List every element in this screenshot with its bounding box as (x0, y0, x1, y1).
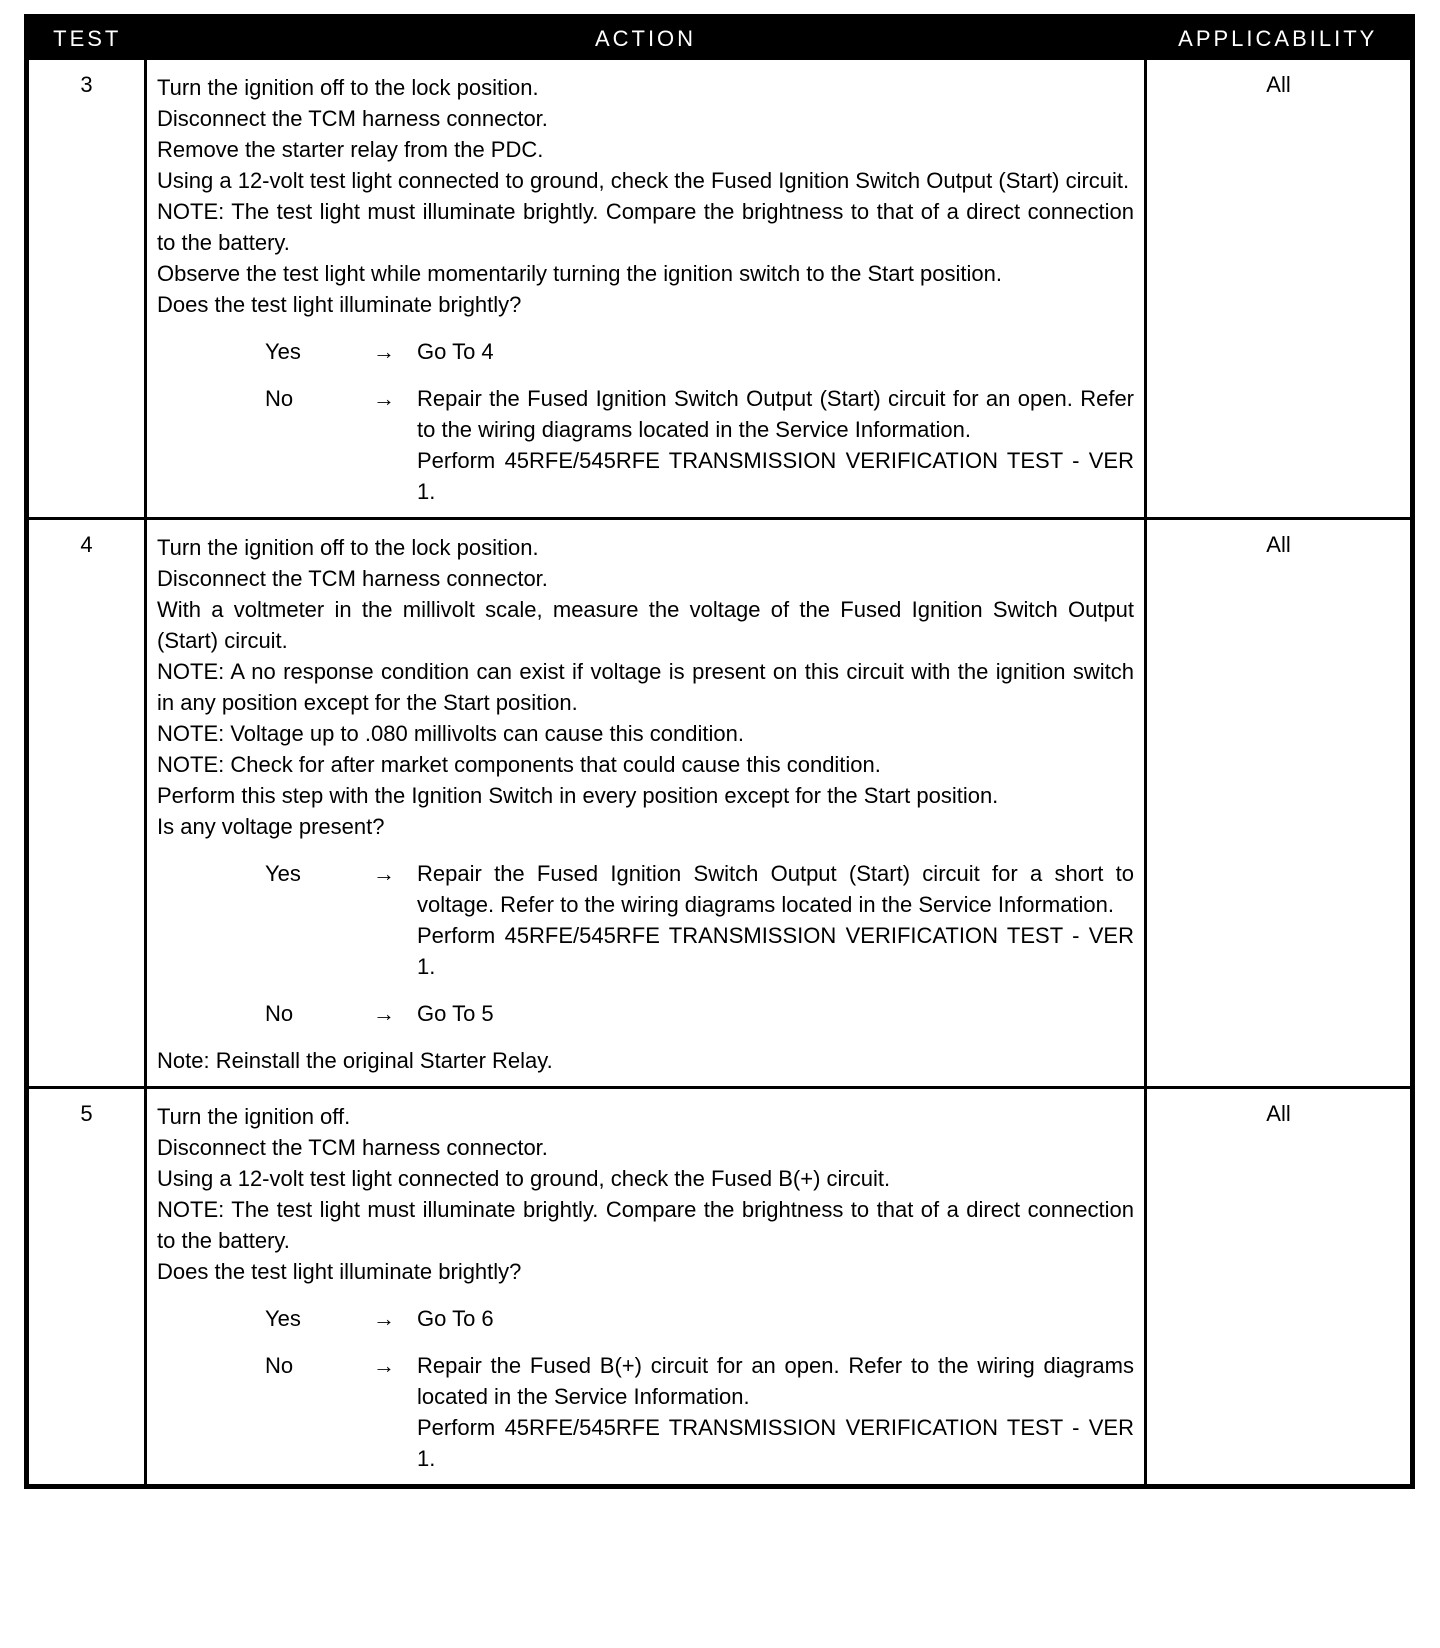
step-text: Turn the ignition off. (157, 1104, 351, 1129)
note-text: Note: Reinstall the original Starter Relay. (157, 1048, 553, 1073)
applicability-value: All (1146, 519, 1413, 1088)
action-cell (146, 59, 1146, 519)
note-text: NOTE: The test light must illuminate brightly. Compare the brightness to that of a direct connection to the battery. (157, 1197, 1134, 1253)
header-test: TEST (27, 17, 146, 59)
arrow-right-icon: → (373, 1306, 395, 1331)
no-label: No (265, 1353, 294, 1378)
table-row (27, 519, 1413, 1088)
result-text: Perform 45RFE/545RFE TRANSMISSION VERIFICATION TEST - VER 1. (417, 448, 1134, 504)
table-row (27, 59, 1413, 519)
result-text: Perform 45RFE/545RFE TRANSMISSION VERIFICATION TEST - VER 1. (417, 1415, 1134, 1471)
no-result (417, 383, 1134, 507)
no-result (417, 1350, 1134, 1474)
table-row (27, 1088, 1413, 1487)
test-number: 3 (27, 59, 146, 519)
note-text: NOTE: Check for after market components that could cause this condition. (157, 752, 881, 777)
no-label: No (265, 386, 294, 411)
test-number: 5 (27, 1088, 146, 1487)
yes-result (417, 336, 1134, 367)
step-text: Disconnect the TCM harness connector. (157, 566, 548, 591)
step-text: Turn the ignition off to the lock position. (157, 535, 539, 560)
action-cell (146, 519, 1146, 1088)
step-text: Observe the test light while momentarily turning the ignition switch to the Start position. (157, 261, 1002, 286)
result-text: Go To 4 (417, 339, 494, 364)
step-text: Using a 12-volt test light connected to ground, check the Fused B(+) circuit. (157, 1166, 891, 1191)
header-action: ACTION (146, 17, 1146, 59)
diagnostic-test-table (24, 14, 1415, 1489)
arrow-right-icon: → (373, 339, 395, 364)
step-text: Using a 12-volt test light connected to ground, check the Fused Ignition Switch Output (Start) circuit. (157, 168, 1130, 193)
arrow-right-icon: → (373, 1001, 395, 1026)
no-label: No (265, 1001, 294, 1026)
yes-result (417, 858, 1134, 982)
question-text: Is any voltage present? (157, 814, 385, 839)
table-header-row (27, 17, 1413, 59)
test-number: 4 (27, 519, 146, 1088)
result-text: Repair the Fused B(+) circuit for an open. Refer to the wiring diagrams located in the Service Information. (417, 1353, 1134, 1409)
note-text: NOTE: The test light must illuminate brightly. Compare the brightness to that of a direct connection to the battery. (157, 199, 1134, 255)
result-text: Perform 45RFE/545RFE TRANSMISSION VERIFICATION TEST - VER 1. (417, 923, 1134, 979)
yes-result (417, 1303, 1134, 1334)
action-cell (146, 1088, 1146, 1487)
no-branch (157, 998, 1134, 1029)
header-applicability: APPLICABILITY (1146, 17, 1413, 59)
step-text: Perform this step with the Ignition Switch in every position except for the Start position. (157, 783, 999, 808)
applicability-value: All (1146, 1088, 1413, 1487)
no-branch (157, 383, 1134, 507)
arrow-right-icon: → (373, 386, 395, 411)
result-text: Go To 5 (417, 1001, 494, 1026)
note-text: NOTE: Voltage up to .080 millivolts can cause this condition. (157, 721, 744, 746)
applicability-value: All (1146, 59, 1413, 519)
no-result (417, 998, 1134, 1029)
no-branch (157, 1350, 1134, 1474)
question-text: Does the test light illuminate brightly? (157, 292, 522, 317)
yes-branch (157, 336, 1134, 367)
step-text: Turn the ignition off to the lock position. (157, 75, 539, 100)
note-text: NOTE: A no response condition can exist if voltage is present on this circuit with the ignition switch in any position except for the Start position. (157, 659, 1134, 715)
yes-branch (157, 858, 1134, 982)
yes-branch (157, 1303, 1134, 1334)
yes-label: Yes (265, 339, 301, 364)
result-text: Repair the Fused Ignition Switch Output (Start) circuit for a short to voltage. Refer to the wiring diagrams located in the Service Information. (417, 861, 1134, 917)
result-text: Repair the Fused Ignition Switch Output (Start) circuit for an open. Refer to the wiring diagrams located in the Service Information. (417, 386, 1134, 442)
result-text: Go To 6 (417, 1306, 494, 1331)
yes-label: Yes (265, 1306, 301, 1331)
arrow-right-icon: → (373, 1353, 395, 1378)
step-text: Remove the starter relay from the PDC. (157, 137, 544, 162)
step-text: Disconnect the TCM harness connector. (157, 106, 548, 131)
question-text: Does the test light illuminate brightly? (157, 1259, 522, 1284)
step-text: Disconnect the TCM harness connector. (157, 1135, 548, 1160)
arrow-right-icon: → (373, 861, 395, 886)
yes-label: Yes (265, 861, 301, 886)
step-text: With a voltmeter in the millivolt scale, measure the voltage of the Fused Ignition Switch Output (Start) circuit. (157, 597, 1134, 653)
